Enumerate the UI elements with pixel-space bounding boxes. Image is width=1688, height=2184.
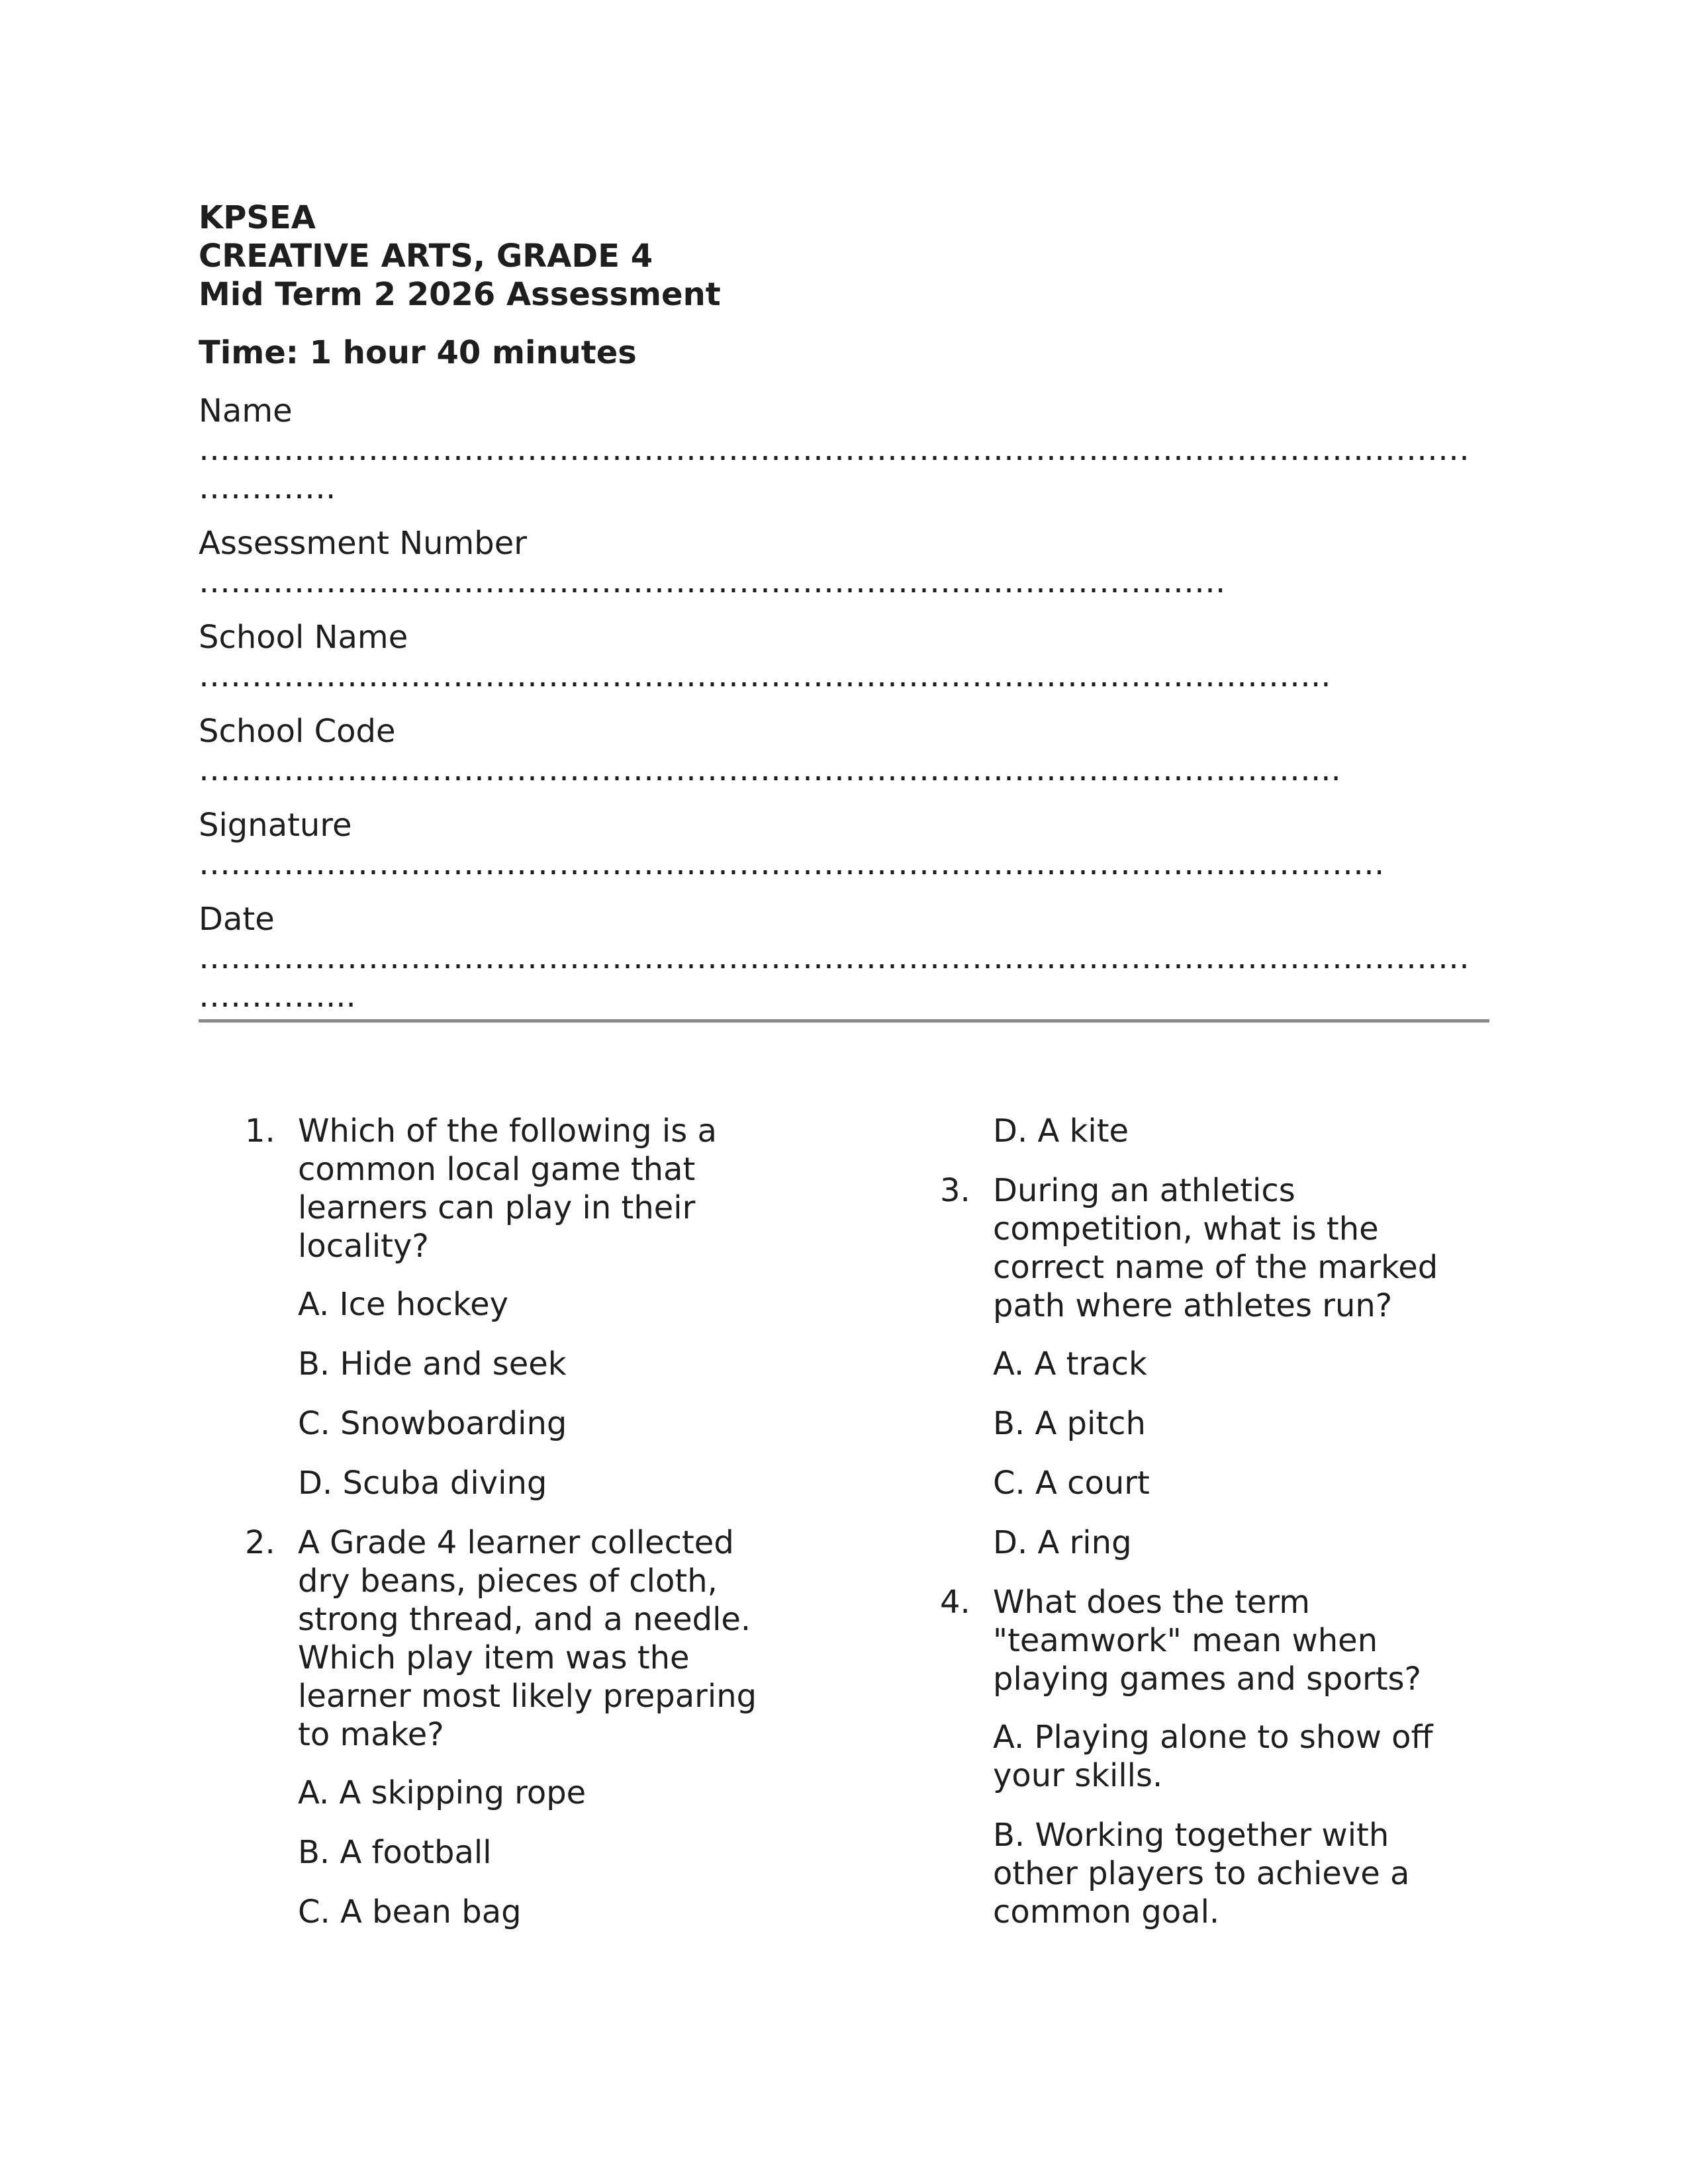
field-dotted-line: ……………………………………………………………………………………………………………………... — [199, 939, 1470, 1015]
question-text: During an athletics competition, what is the correct name of the marked path where athletes run? — [993, 1172, 1438, 1324]
school-code-field — [199, 712, 1489, 789]
answer-option: A. A skipping rope — [298, 1774, 586, 1811]
document-header — [199, 199, 1489, 372]
exam-body-title: KPSEA — [199, 199, 316, 236]
answer-option: D. Scuba diving — [298, 1465, 547, 1502]
time-allowed: Time: 1 hour 40 minutes — [199, 334, 637, 371]
question-text: Which of the following is a common local game that learners can play in their locality? — [298, 1113, 717, 1265]
field-label: Assessment Number — [199, 525, 528, 562]
answer-option: A. A track — [993, 1345, 1147, 1383]
field-label: Signature — [199, 807, 352, 844]
answer-option: C. A bean bag — [298, 1893, 522, 1931]
document-page — [199, 199, 1489, 1023]
answer-option: D. A ring — [993, 1524, 1132, 1561]
question-number: 3. — [940, 1172, 970, 1209]
answer-option: C. Snowboarding — [298, 1405, 567, 1442]
question-number: 4. — [940, 1584, 970, 1621]
answer-option: B. Hide and seek — [298, 1345, 567, 1383]
subject-title: CREATIVE ARTS, GRADE 4 — [199, 238, 653, 275]
right-column — [940, 1112, 1470, 1952]
answer-option: C. A court — [993, 1465, 1150, 1502]
answer-option: D. A kite — [993, 1113, 1129, 1150]
answer-option: B. A football — [298, 1834, 492, 1871]
field-label: Name — [199, 392, 293, 430]
field-dotted-line: ……………………………………………………………………………………. — [199, 563, 1226, 600]
answer-option: A. Playing alone to show off your skills. — [993, 1719, 1433, 1794]
question-3 — [940, 1171, 1470, 1562]
question-number: 1. — [245, 1113, 275, 1150]
question-1 — [245, 1112, 774, 1502]
signature-field — [199, 806, 1489, 883]
question-2 — [245, 1524, 774, 1931]
answer-option: B. A pitch — [993, 1405, 1146, 1442]
field-dotted-line: …………………………………………………………………………………………….. — [199, 657, 1331, 694]
answer-option: B. Working together with other players to achieve a common goal. — [993, 1817, 1410, 1931]
field-dotted-line: ……………………………………………………………………………………………... — [199, 751, 1341, 788]
question-text: What does the term "teamwork" mean when playing games and sports? — [993, 1584, 1421, 1698]
assessment-number-field — [199, 524, 1489, 601]
left-column — [245, 1112, 774, 1952]
question-number: 2. — [245, 1524, 275, 1561]
assessment-title: Mid Term 2 2026 Assessment — [199, 276, 721, 313]
date-field — [199, 900, 1489, 1015]
field-dotted-line: …………………………………………………………………………………………………. — [199, 845, 1385, 882]
field-label: Date — [199, 901, 275, 938]
answer-option: A. Ice hockey — [298, 1286, 509, 1323]
name-field — [199, 392, 1489, 507]
question-text: A Grade 4 learner collected dry beans, pieces of cloth, strong thread, and a needle. Which play item was the learner most likely preparing to make? — [298, 1524, 757, 1753]
school-name-field — [199, 618, 1489, 695]
field-label: School Code — [199, 713, 396, 750]
field-label: School Name — [199, 619, 408, 656]
header-divider — [199, 1019, 1489, 1023]
question-4 — [940, 1583, 1470, 1931]
field-dotted-line: ……………………………………………………………………………………………………………………. — [199, 431, 1470, 506]
